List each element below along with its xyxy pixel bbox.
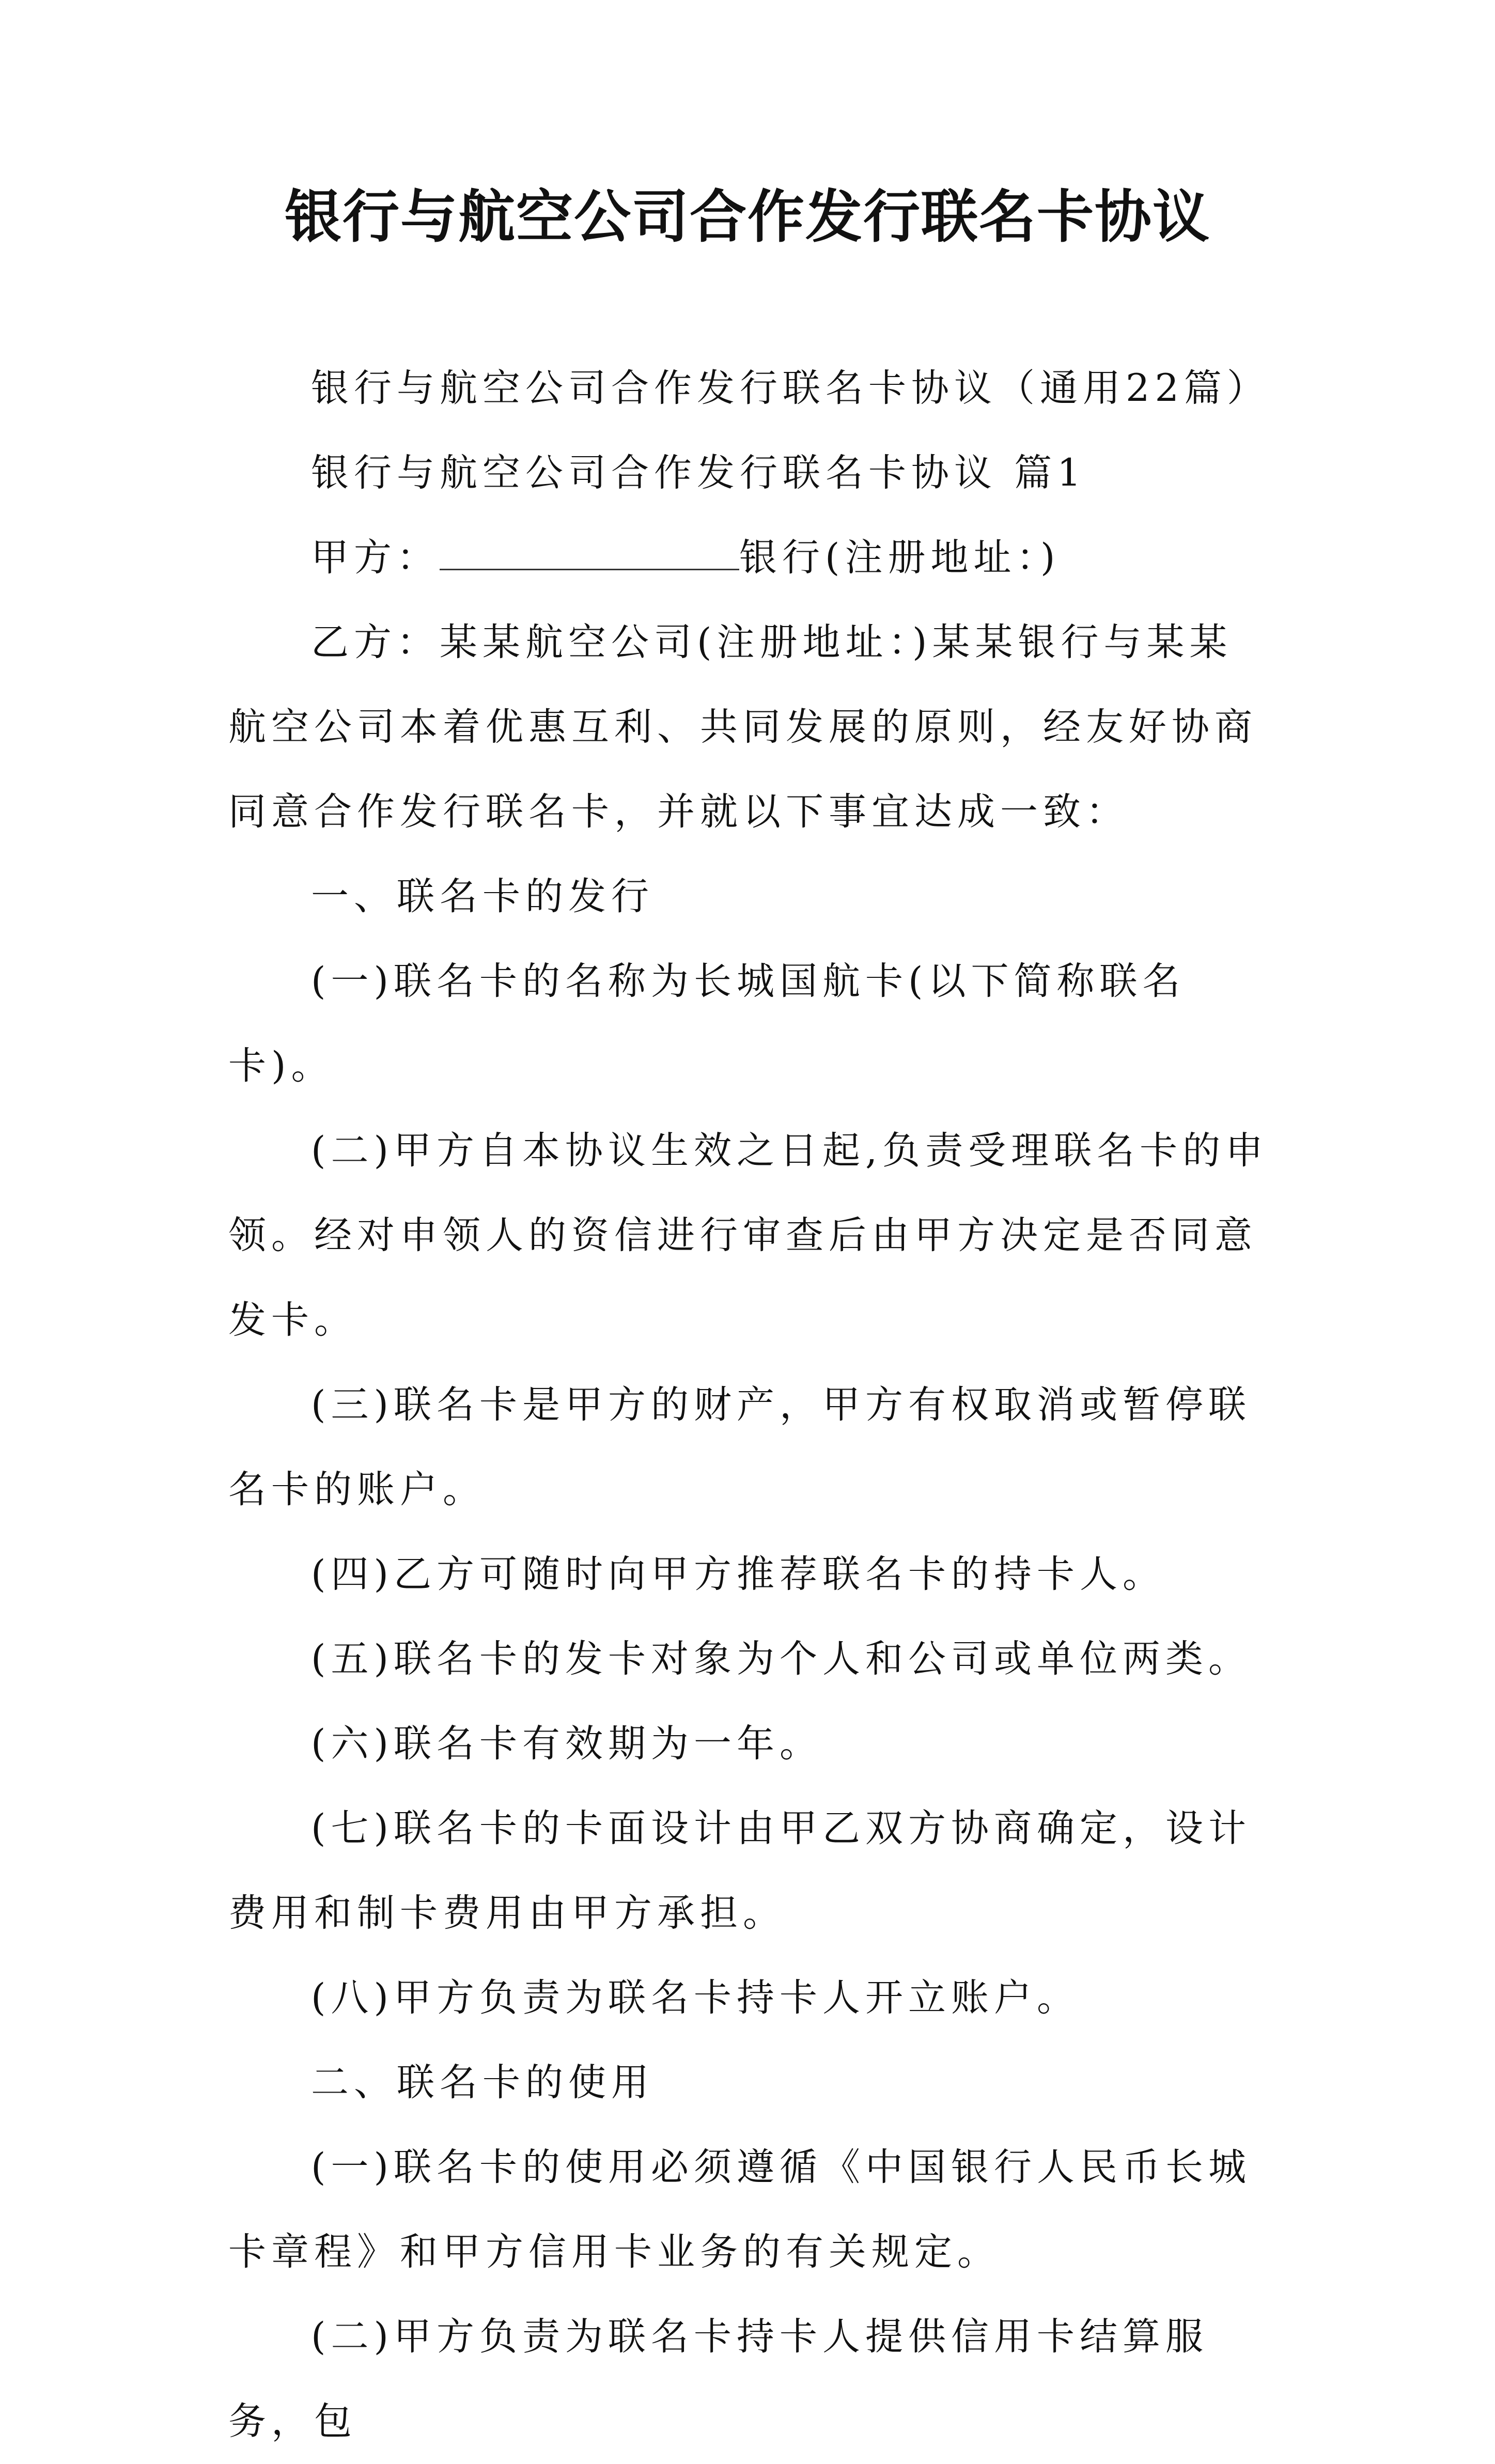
section-1-item: (五)联名卡的发卡对象为个人和公司或单位两类。 xyxy=(311,1637,1251,1681)
party-a-blank-field xyxy=(440,538,739,570)
section-1-item: (二)甲方自本协议生效之日起,负责受理联名卡的申领。经对申领人的资信进行审查后由甲方决定是否同意发卡。 xyxy=(228,1129,1269,1342)
document-title: 银行与航空公司合作发行联名卡协议 xyxy=(285,184,1210,250)
article-heading: 银行与航空公司合作发行联名卡协议 篇1 xyxy=(311,451,1086,495)
section-1-item: (四)乙方可随时向甲方推荐联名卡的持卡人。 xyxy=(311,1552,1165,1596)
party-a-line xyxy=(228,516,1272,600)
section-1-heading: 一、联名卡的发行 xyxy=(311,875,654,918)
section-1-item: (七)联名卡的卡面设计由甲乙双方协商确定，设计费用和制卡费用由甲方承担。 xyxy=(228,1806,1251,1935)
party-b-paragraph: 乙方：某某航空公司(注册地址：)某某银行与某某航空公司本着优惠互利、共同发展的原则，经友好协商同意合作发行联名卡，并就以下事宜达成一致： xyxy=(228,620,1257,834)
section-1-item: (八)甲方负责为联名卡持卡人开立账户。 xyxy=(311,1976,1080,2020)
section-1-item: (一)联名卡的名称为长城国航卡(以下简称联名卡)。 xyxy=(228,959,1186,1088)
party-a-suffix: 银行(注册地址：) xyxy=(739,536,1061,580)
section-2-item: (二)甲方负责为联名卡持卡人提供信用卡结算服务，包 xyxy=(228,2315,1208,2443)
party-a-prefix: 甲方： xyxy=(311,536,440,580)
section-1-item: (六)联名卡有效期为一年。 xyxy=(311,1722,822,1766)
document-body xyxy=(228,346,1272,2464)
section-2-item: (一)联名卡的使用必须遵循《中国银行人民币长城卡章程》和甲方信用卡业务的有关规定。 xyxy=(228,2145,1251,2274)
section-1-item: (三)联名卡是甲方的财产，甲方有权取消或暂停联名卡的账户。 xyxy=(228,1383,1251,1511)
section-2-heading: 二、联名卡的使用 xyxy=(311,2061,654,2104)
document-subtitle: 银行与航空公司合作发行联名卡协议（通用22篇） xyxy=(311,366,1270,410)
